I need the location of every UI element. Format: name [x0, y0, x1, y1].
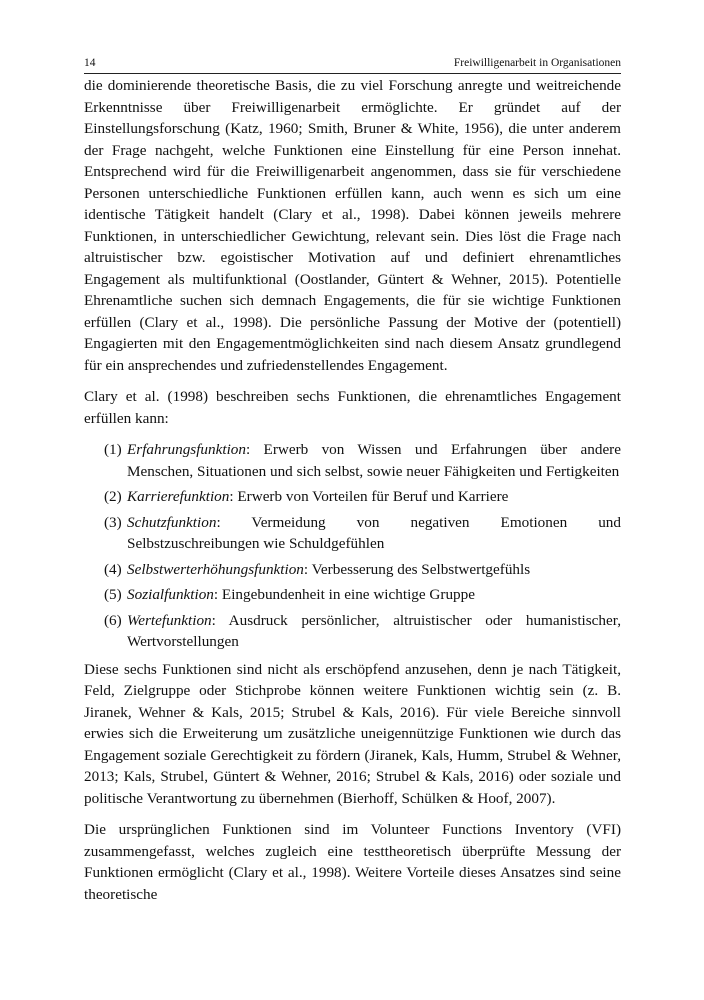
list-item: [104, 486, 621, 508]
list-item-number: (2): [104, 488, 122, 505]
running-title: Freiwilligenarbeit in Organisationen: [453, 57, 621, 69]
functions-list: [104, 439, 621, 653]
page-number: 14: [84, 57, 96, 69]
list-item-description: : Vermeidung von negativen Emotionen und Selbstzuschreibungen wie Schuldgefühlen: [127, 513, 621, 552]
list-item: [104, 610, 621, 653]
list-item-term: Erfahrungsfunktion: [127, 441, 246, 458]
paragraph-2: Clary et al. (1998) beschreiben sechs Funktionen, die ehrenamtliches Engagement erfüllen kann:: [84, 388, 621, 427]
list-item-number: (6): [104, 611, 122, 629]
list-item-term: Selbstwerterhöhungsfunktion: [127, 560, 304, 578]
list-item-term: Wertefunktion: [127, 611, 212, 629]
body-text: [84, 75, 621, 905]
list-item-number: (4): [104, 560, 122, 578]
list-item: [104, 512, 621, 555]
list-item-description: : Ausdruck persönlicher, altruistischer oder humanistischer, Wertvorstellungen: [127, 611, 621, 650]
document-page: [84, 56, 621, 915]
list-item-term: Sozialfunktion: [127, 586, 214, 603]
list-item-number: (5): [104, 586, 122, 603]
running-header: [84, 56, 621, 74]
list-item-term: Schutzfunktion: [127, 513, 217, 531]
list-item-description: : Eingebundenheit in eine wichtige Gruppe: [213, 586, 475, 603]
list-item-description: : Verbesserung des Selbstwertgefühls: [303, 560, 531, 578]
list-item-term: Karrierefunktion: [127, 488, 230, 505]
list-item: [104, 559, 621, 581]
list-item-number: (3): [104, 513, 122, 531]
paragraph-4: Die ursprünglichen Funktionen sind im Volunteer Functions Inventory (VFI) zusammengefasst, welches zugleich eine testtheoretisch überprüfte Messung der Funktionen ermöglicht (Clary et al., 1998). Weitere Vorteile dieses Ansatzes sind seine theoretische: [84, 821, 621, 903]
paragraph-3: Diese sechs Funktionen sind nicht als erschöpfend anzusehen, denn je nach Tätigkeit, Feld, Zielgruppe oder Stichprobe können weitere Funktionen wichtig sein (z. B. Jiranek, Wehner & Kals, 2015; Strubel & Kals, 2016). Für viele Bereiche sinnvoll erwies sich die Erweiterung um zusätzliche uneigennützige Funktionen wie durch das Engagement soziale Gerechtigkeit zu fördern (Jiranek, Kals, Humm, Strubel & Wehner, 2013; Kals, Strubel, Güntert & Wehner, 2016; Strubel & Kals, 2016) oder soziale und politische Verantwortung zu übernehmen (Bierhoff, Schülken & Hoof, 2007).: [84, 660, 621, 807]
list-item: [104, 584, 621, 606]
list-item-description: : Erwerb von Wissen und Erfahrungen über andere Menschen, Situationen und sich selbst, sowie neuer Fähigkeiten und Fertigkeiten: [127, 441, 621, 480]
paragraph-1: die dominierende theoretische Basis, die zu viel Forschung anregte und weitreichende Erkenntnisse über Freiwilligenarbeit ermöglichte. Er gründet auf der Einstellungsforschung (Katz, 1960; Smith, Bruner & White, 1956), die unter anderem der Frage nachgeht, welche Funktionen eine Einstellung für eine Person innehat. Entsprechend wird für die Freiwilligenarbeit angenommen, dass sie für verschiedene Personen unterschiedliche Funktionen erfüllen kann, auch wenn es sich um eine identische Tätigkeit handelt (Clary et al., 1998). Dabei können jeweils mehrere Funktionen, in unterschiedlicher Gewichtung, relevant sein. Dies löst die Frage nach altruistischer bzw. egoistischer Motivation auf und definiert ehrenamtliches Engagement als multifunktional (Oostlander, Güntert & Wehner, 2015). Potentielle Ehrenamtliche suchen sich demnach Engagements, die für sie wichtige Funktionen erfüllen (Clary et al., 1998). Die persönliche Passung der Motive der (potentiell) Engagierten mit den Engagementmöglichkeiten sind nach diesem Ansatz grundlegend für ein ansprechendes und zufriedenstellendes Engagement.: [84, 77, 621, 374]
list-item: [104, 439, 621, 482]
list-item-number: (1): [104, 441, 122, 458]
list-item-description: : Erwerb von Vorteilen für Beruf und Karriere: [229, 488, 509, 505]
